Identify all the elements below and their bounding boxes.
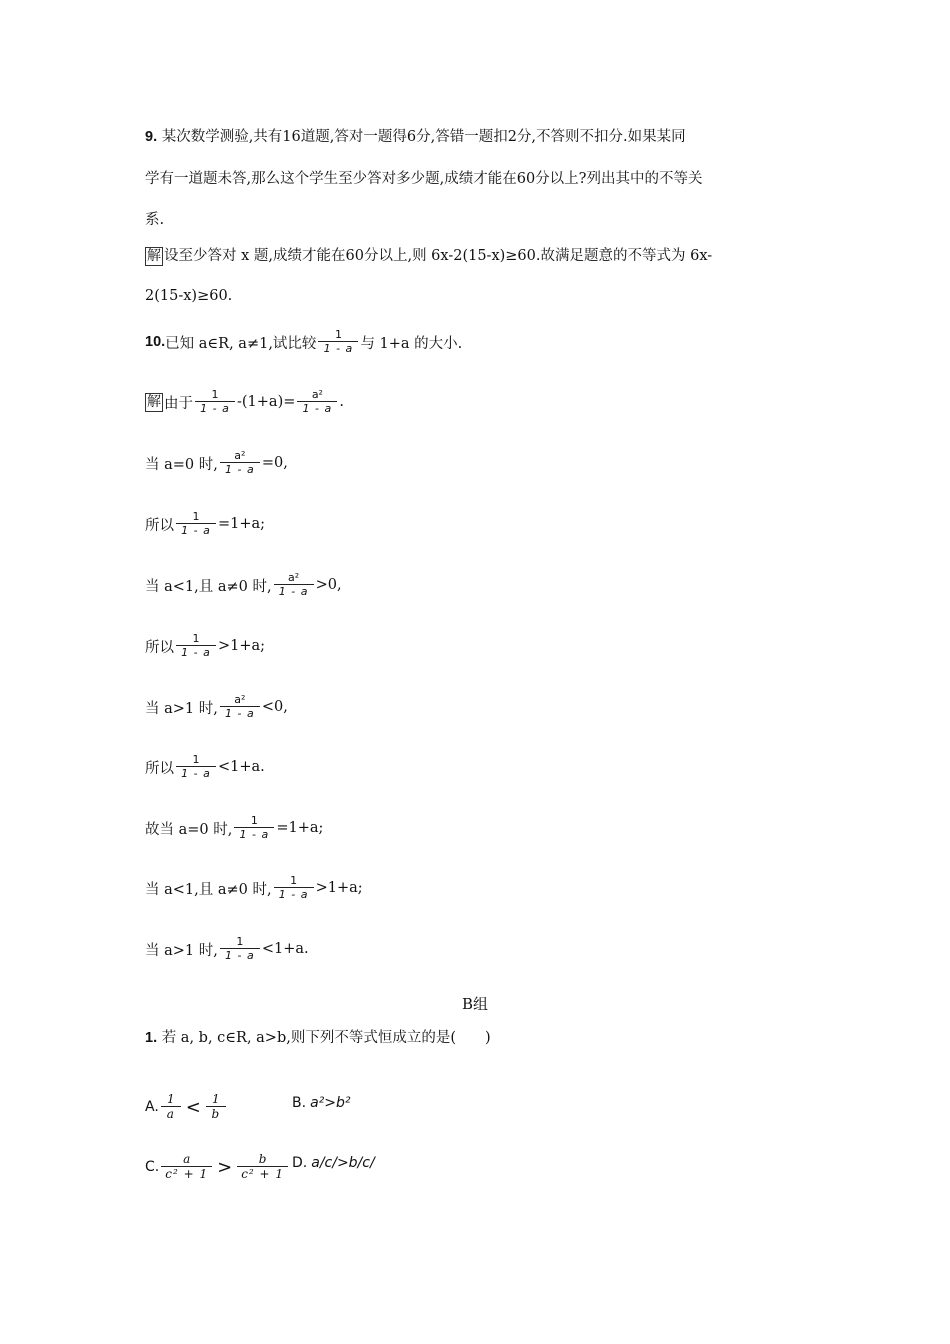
fraction: $\frac{1}{a}$ bbox=[161, 1093, 181, 1121]
question-number: 10. bbox=[145, 334, 166, 350]
q10-step-5: 所以 $\frac{1}{1 - a}$ >1+a; bbox=[145, 632, 266, 659]
q10-step-4: 当 a<1,且 a≠0 时, $\frac{\text{a²}}{1 - a}$ >0, bbox=[145, 571, 342, 598]
q9-line-1 bbox=[145, 127, 686, 147]
q9-answer-text: 设至少答对 x 题,成绩才能在60分以上,则 6x-2(15-x)≥60.故满足题意的不等式为 6x- bbox=[164, 248, 713, 264]
fraction: $\frac{1}{1 - a}$ bbox=[176, 510, 216, 538]
fraction: $\frac{1}{1 - a}$ bbox=[176, 632, 216, 660]
q10-step-7: 所以 $\frac{1}{1 - a}$ <1+a. bbox=[145, 753, 265, 780]
fraction: $\frac{1}{1 - a}$ bbox=[234, 814, 274, 842]
fraction: $\frac{\text{a²}}{1 - a}$ bbox=[297, 388, 337, 416]
answer-marker: 解 bbox=[147, 393, 161, 410]
fraction: $\frac{1}{1 - a}$ bbox=[195, 388, 235, 416]
fraction: $\frac{1}{1 - a}$ bbox=[274, 874, 314, 902]
question-number: 9. bbox=[145, 129, 158, 145]
b-q1-stem: 1. 若 a, b, c∈R, a>b,则下列不等式恒成立的是( ) bbox=[145, 1030, 491, 1046]
fraction: $\frac{1}{1 - a}$ bbox=[318, 328, 358, 356]
q10-step-6: 当 a>1 时, $\frac{\text{a²}}{1 - a}$ <0, bbox=[145, 693, 288, 720]
question-number: 1. bbox=[145, 1030, 158, 1046]
option-c[interactable]: C. $\frac{a}{\text{c² + 1}}$ > $\frac{b}{\text{c² + 1}}$ bbox=[145, 1153, 290, 1181]
fraction: $\frac{1}{1 - a}$ bbox=[220, 935, 260, 963]
answer-marker: 解 bbox=[147, 248, 161, 264]
fraction: $\frac{\text{a²}}{1 - a}$ bbox=[220, 693, 260, 721]
q9-line-2: 学有一道题未答,那么这个学生至少答对多少题,成绩才能在60分以上?列出其中的不等关 bbox=[145, 171, 703, 187]
q10-step-3: 所以 $\frac{1}{1 - a}$ =1+a; bbox=[145, 510, 266, 537]
fraction: $\frac{a}{\text{c² + 1}}$ bbox=[161, 1153, 212, 1181]
fraction: $\frac{1}{b}$ bbox=[206, 1093, 226, 1121]
q10-stem bbox=[145, 328, 462, 356]
q10-step-1: 解 由于 $\frac{1}{1 - a}$ -(1+a)= $\frac{\text{a²}}{1 - a}$ . bbox=[147, 388, 344, 415]
fraction: $\frac{1}{1 - a}$ bbox=[176, 753, 216, 781]
q10-stem-a: 已知 a∈R, a≠1,试比较 bbox=[165, 335, 317, 352]
section-title: B组 bbox=[461, 995, 489, 1013]
q9-answer-line-2: 2(15-x)≥60. bbox=[145, 288, 233, 304]
q10-step-2: 当 a=0 时, $\frac{\text{a²}}{1 - a}$ =0, bbox=[145, 449, 288, 476]
option-d[interactable]: D. a/c/>b/c/ bbox=[292, 1155, 375, 1171]
q10-step-10: 当 a>1 时, $\frac{1}{1 - a}$ <1+a. bbox=[145, 935, 309, 962]
q10-step-8: 故当 a=0 时, $\frac{1}{1 - a}$ =1+a; bbox=[145, 814, 324, 841]
option-b[interactable]: B. a²>b² bbox=[292, 1095, 351, 1111]
fraction: $\frac{\text{a²}}{1 - a}$ bbox=[274, 571, 314, 599]
q9-text: 某次数学测验,共有16道题,答对一题得6分,答错一题扣2分,不答则不扣分.如果某同 bbox=[157, 129, 686, 145]
q10-step-9: 当 a<1,且 a≠0 时, $\frac{1}{1 - a}$ >1+a; bbox=[145, 874, 363, 901]
fraction: $\frac{\text{a²}}{1 - a}$ bbox=[220, 449, 260, 477]
q10-stem-b: 与 1+a 的大小. bbox=[360, 335, 463, 352]
option-a[interactable]: A. $\frac{1}{a}$ < $\frac{1}{b}$ bbox=[145, 1093, 228, 1121]
q9-line-3: 系. bbox=[145, 212, 165, 228]
fraction: $\frac{b}{\text{c² + 1}}$ bbox=[237, 1153, 288, 1181]
q9-answer-line-1 bbox=[145, 246, 712, 266]
